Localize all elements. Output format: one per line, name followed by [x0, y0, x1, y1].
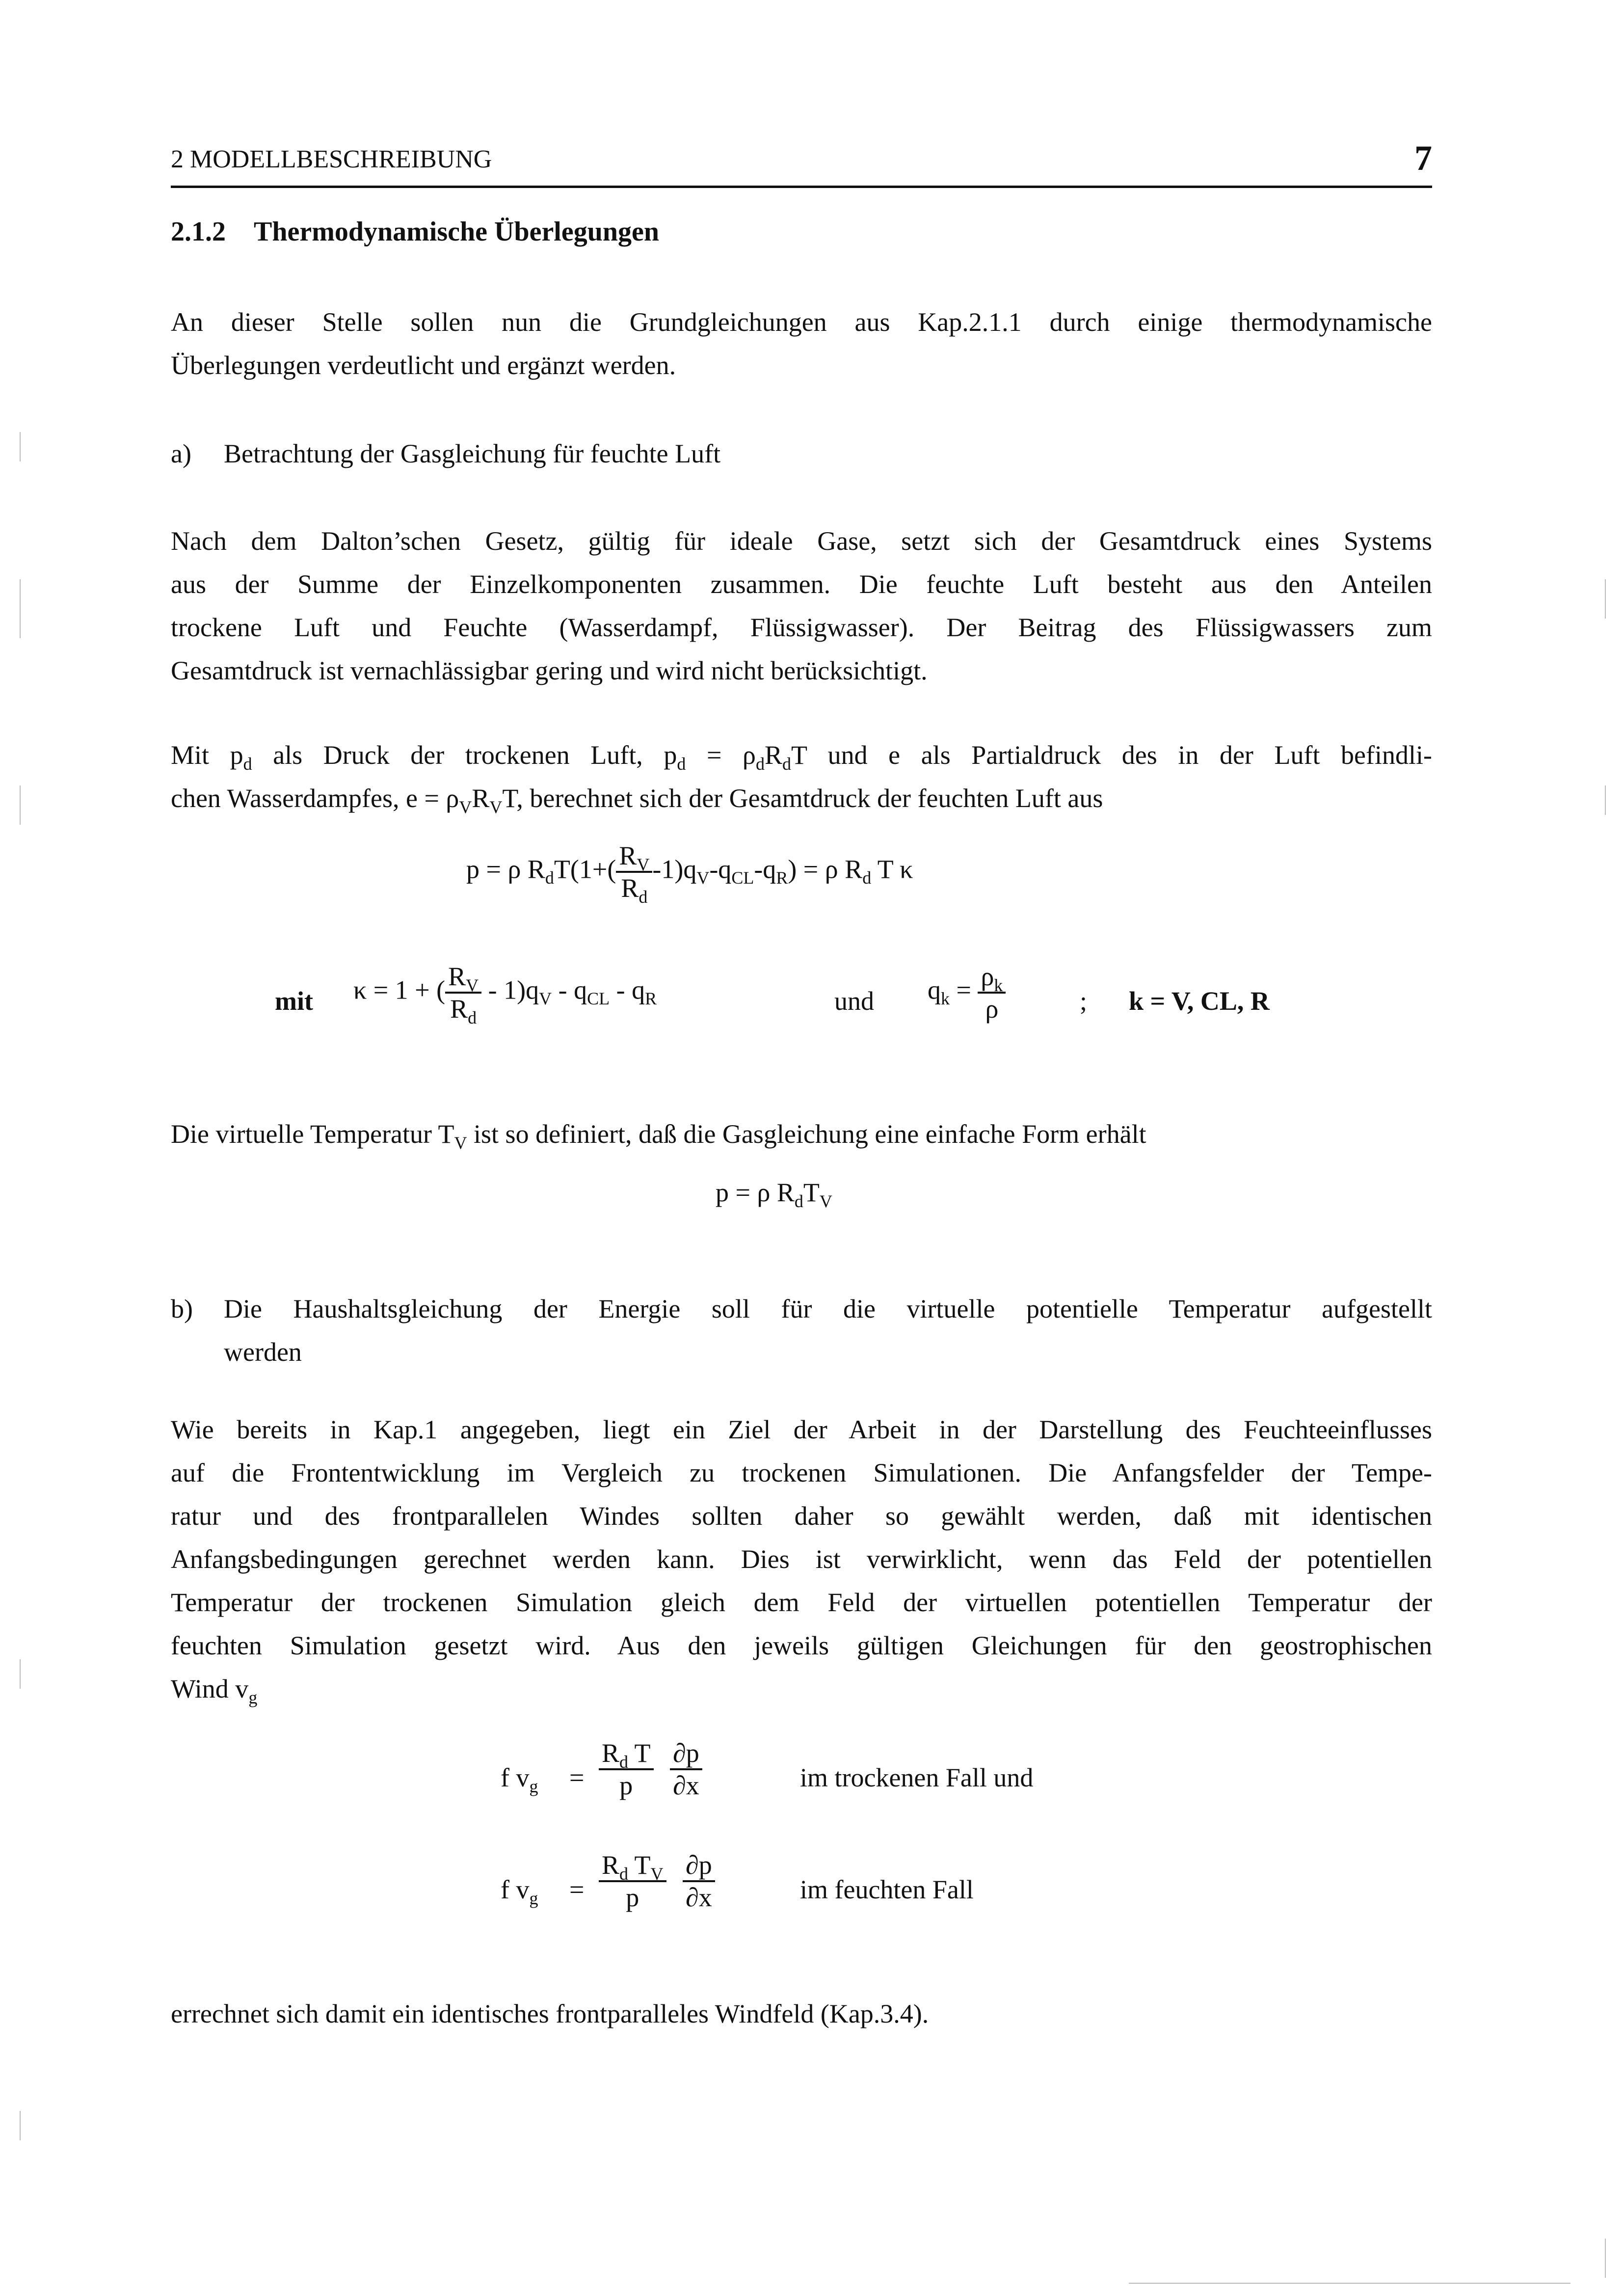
mit-word: mit	[275, 986, 313, 1016]
mit-line-2: chen Wasserdampfes, $e = \rho_VR_VT$, berechnet sich der Gesamtdruck der feuchten Luft aus	[171, 783, 1103, 817]
kap1-paragraph	[171, 1408, 1432, 1710]
equation-wind-dry: f $v_g$ = $\frac{R_d T}{p}$ $\frac{\partial p}{\partial x}$ im trockenen Fall und	[501, 1738, 1034, 1800]
dalton-paragraph	[171, 519, 1432, 692]
equation-gas-law: p = ρ $R_dT(1+$( $\frac{R_V}{R_d}$ $-1)q_V-q_{CL}-q_R) = \rho$ $R_d$ T κ	[466, 841, 913, 907]
fraction-dp-dx: $\frac{\partial p}{\partial x}$	[683, 1850, 715, 1913]
kap1-line: ratur und des frontparallelen Windes sollten daher so gewählt werden, daß mit identischen	[171, 1501, 1432, 1531]
fraction-dp-dx: $\frac{\partial p}{\partial x}$	[670, 1738, 702, 1801]
kap1-line: Anfangsbedingungen gerechnet werden kann. Dies ist verwirklicht, wenn das Feld der potentiellen	[171, 1544, 1432, 1574]
moist-case-label: im feuchten Fall	[800, 1875, 974, 1904]
item-b-label: b)	[171, 1294, 193, 1324]
mit-line-1: Mit $p_d$ als Druck der trockenen Luft, $p_d = \rho_dR_dT$ und e als Partialdruck des in der Luft befindli-	[171, 740, 1432, 774]
dalton-line: Nach dem Dalton’schen Gesetz, gültig für ideale Gase, setzt sich der Gesamtdruck eines Systems	[171, 526, 1432, 556]
section-number: 2.1.2	[171, 216, 226, 247]
kap1-line: feuchten Simulation gesetzt wird. Aus den jeweils gültigen Gleichungen für den geostrophischen	[171, 1631, 1432, 1660]
item-b	[171, 1287, 1432, 1374]
kap1-line: auf die Frontentwicklung im Vergleich zu trockenen Simulationen. Die Anfangsfelder der Tempe-	[171, 1458, 1432, 1487]
equation-wind-moist: f $v_g$ = $\frac{R_d T_V}{p}$ $\frac{\partial p}{\partial x}$ im feuchten Fall	[501, 1850, 974, 1912]
section-heading	[171, 216, 659, 247]
fraction-rdtv-p: $\frac{R_d T_V}{p}$	[599, 1850, 666, 1913]
equation-virtual-gas-law: p = ρ $R_dT_V$	[716, 1178, 832, 1211]
kap1-line: Wie bereits in Kap.1 angegeben, liegt ein Ziel der Arbeit in der Darstellung des Feuchteeinflusses	[171, 1415, 1432, 1444]
header-rule	[171, 186, 1432, 188]
item-b-line: werden	[224, 1337, 302, 1367]
und-word: und	[834, 986, 874, 1016]
semicolon: ;	[1080, 986, 1088, 1016]
k-definition: k = V, CL, R	[1129, 986, 1270, 1016]
scan-margin-mark	[1605, 579, 1606, 619]
scan-margin-mark	[20, 2111, 21, 2140]
intro-line: An dieser Stelle sollen nun die Grundgleichungen aus Kap.2.1.1 durch einige thermodynamische	[171, 307, 1432, 337]
virtual-temperature-line: Die virtuelle Temperatur $T_V$ ist so definiert, daß die Gasgleichung eine einfache Form erhält	[171, 1119, 1146, 1153]
item-a	[171, 432, 1432, 475]
scan-margin-mark	[1605, 785, 1606, 815]
fraction-rv-rd: $\frac{R_V}{R_d}$	[445, 961, 481, 1024]
item-a-label: a)	[171, 439, 191, 468]
scan-margin-mark	[20, 785, 21, 825]
fraction-rhok-rho: $\frac{\rho_k}{\rho}$	[978, 961, 1006, 1024]
page-number: 7	[1414, 138, 1432, 178]
item-a-text: Betrachtung der Gasgleichung für feuchte Luft	[224, 439, 721, 468]
mit-paragraph	[171, 733, 1432, 820]
dalton-line: aus der Summe der Einzelkomponenten zusammen. Die feuchte Luft besteht aus den Anteilen	[171, 569, 1432, 599]
section-title: Thermodynamische Überlegungen	[254, 216, 659, 247]
kappa-expression: κ = 1 + ( $\frac{R_V}{R_d}$ - $1)q_V - q_{CL} - q_R$	[353, 962, 657, 1027]
equation-kappa	[275, 961, 1335, 1050]
chapter-header: 2 MODELLBESCHREIBUNG	[171, 145, 492, 173]
dry-case-label: im trockenen Fall und	[800, 1763, 1034, 1792]
scan-margin-mark	[1605, 2239, 1606, 2278]
fraction-rdt-p: $\frac{R_d T}{p}$	[599, 1738, 654, 1801]
intro-paragraph	[171, 300, 1432, 387]
scan-bottom-line	[1129, 2283, 1570, 2284]
fraction-rv-rd: $\frac{R_V}{R_d}$	[616, 840, 652, 903]
scan-margin-mark	[20, 579, 21, 638]
scan-margin-mark	[20, 432, 21, 461]
dalton-line: trockene Luft und Feuchte (Wasserdampf, Flüssigwasser). Der Beitrag des Flüssigwassers zum	[171, 613, 1432, 642]
scan-margin-mark	[20, 1659, 21, 1689]
qk-expression: $q_k$ = $\frac{\rho_k}{\rho}$	[928, 961, 1006, 1024]
item-b-line: Die Haushaltsgleichung der Energie soll für die virtuelle potentielle Temperatur aufgestellt	[224, 1294, 1432, 1324]
kap1-line: Temperatur der trockenen Simulation gleich dem Feld der virtuellen potentiellen Temperatur der	[171, 1588, 1432, 1617]
intro-line: Überlegungen verdeutlicht und ergänzt werden.	[171, 351, 676, 380]
conclusion-line: errechnet sich damit ein identisches frontparalleles Windfeld (Kap.3.4).	[171, 1999, 929, 2028]
running-header	[171, 138, 1432, 184]
wind-line: Wind $v_g$	[171, 1674, 258, 1707]
dalton-line: Gesamtdruck ist vernachlässigbar gering und wird nicht berücksichtigt.	[171, 656, 928, 685]
